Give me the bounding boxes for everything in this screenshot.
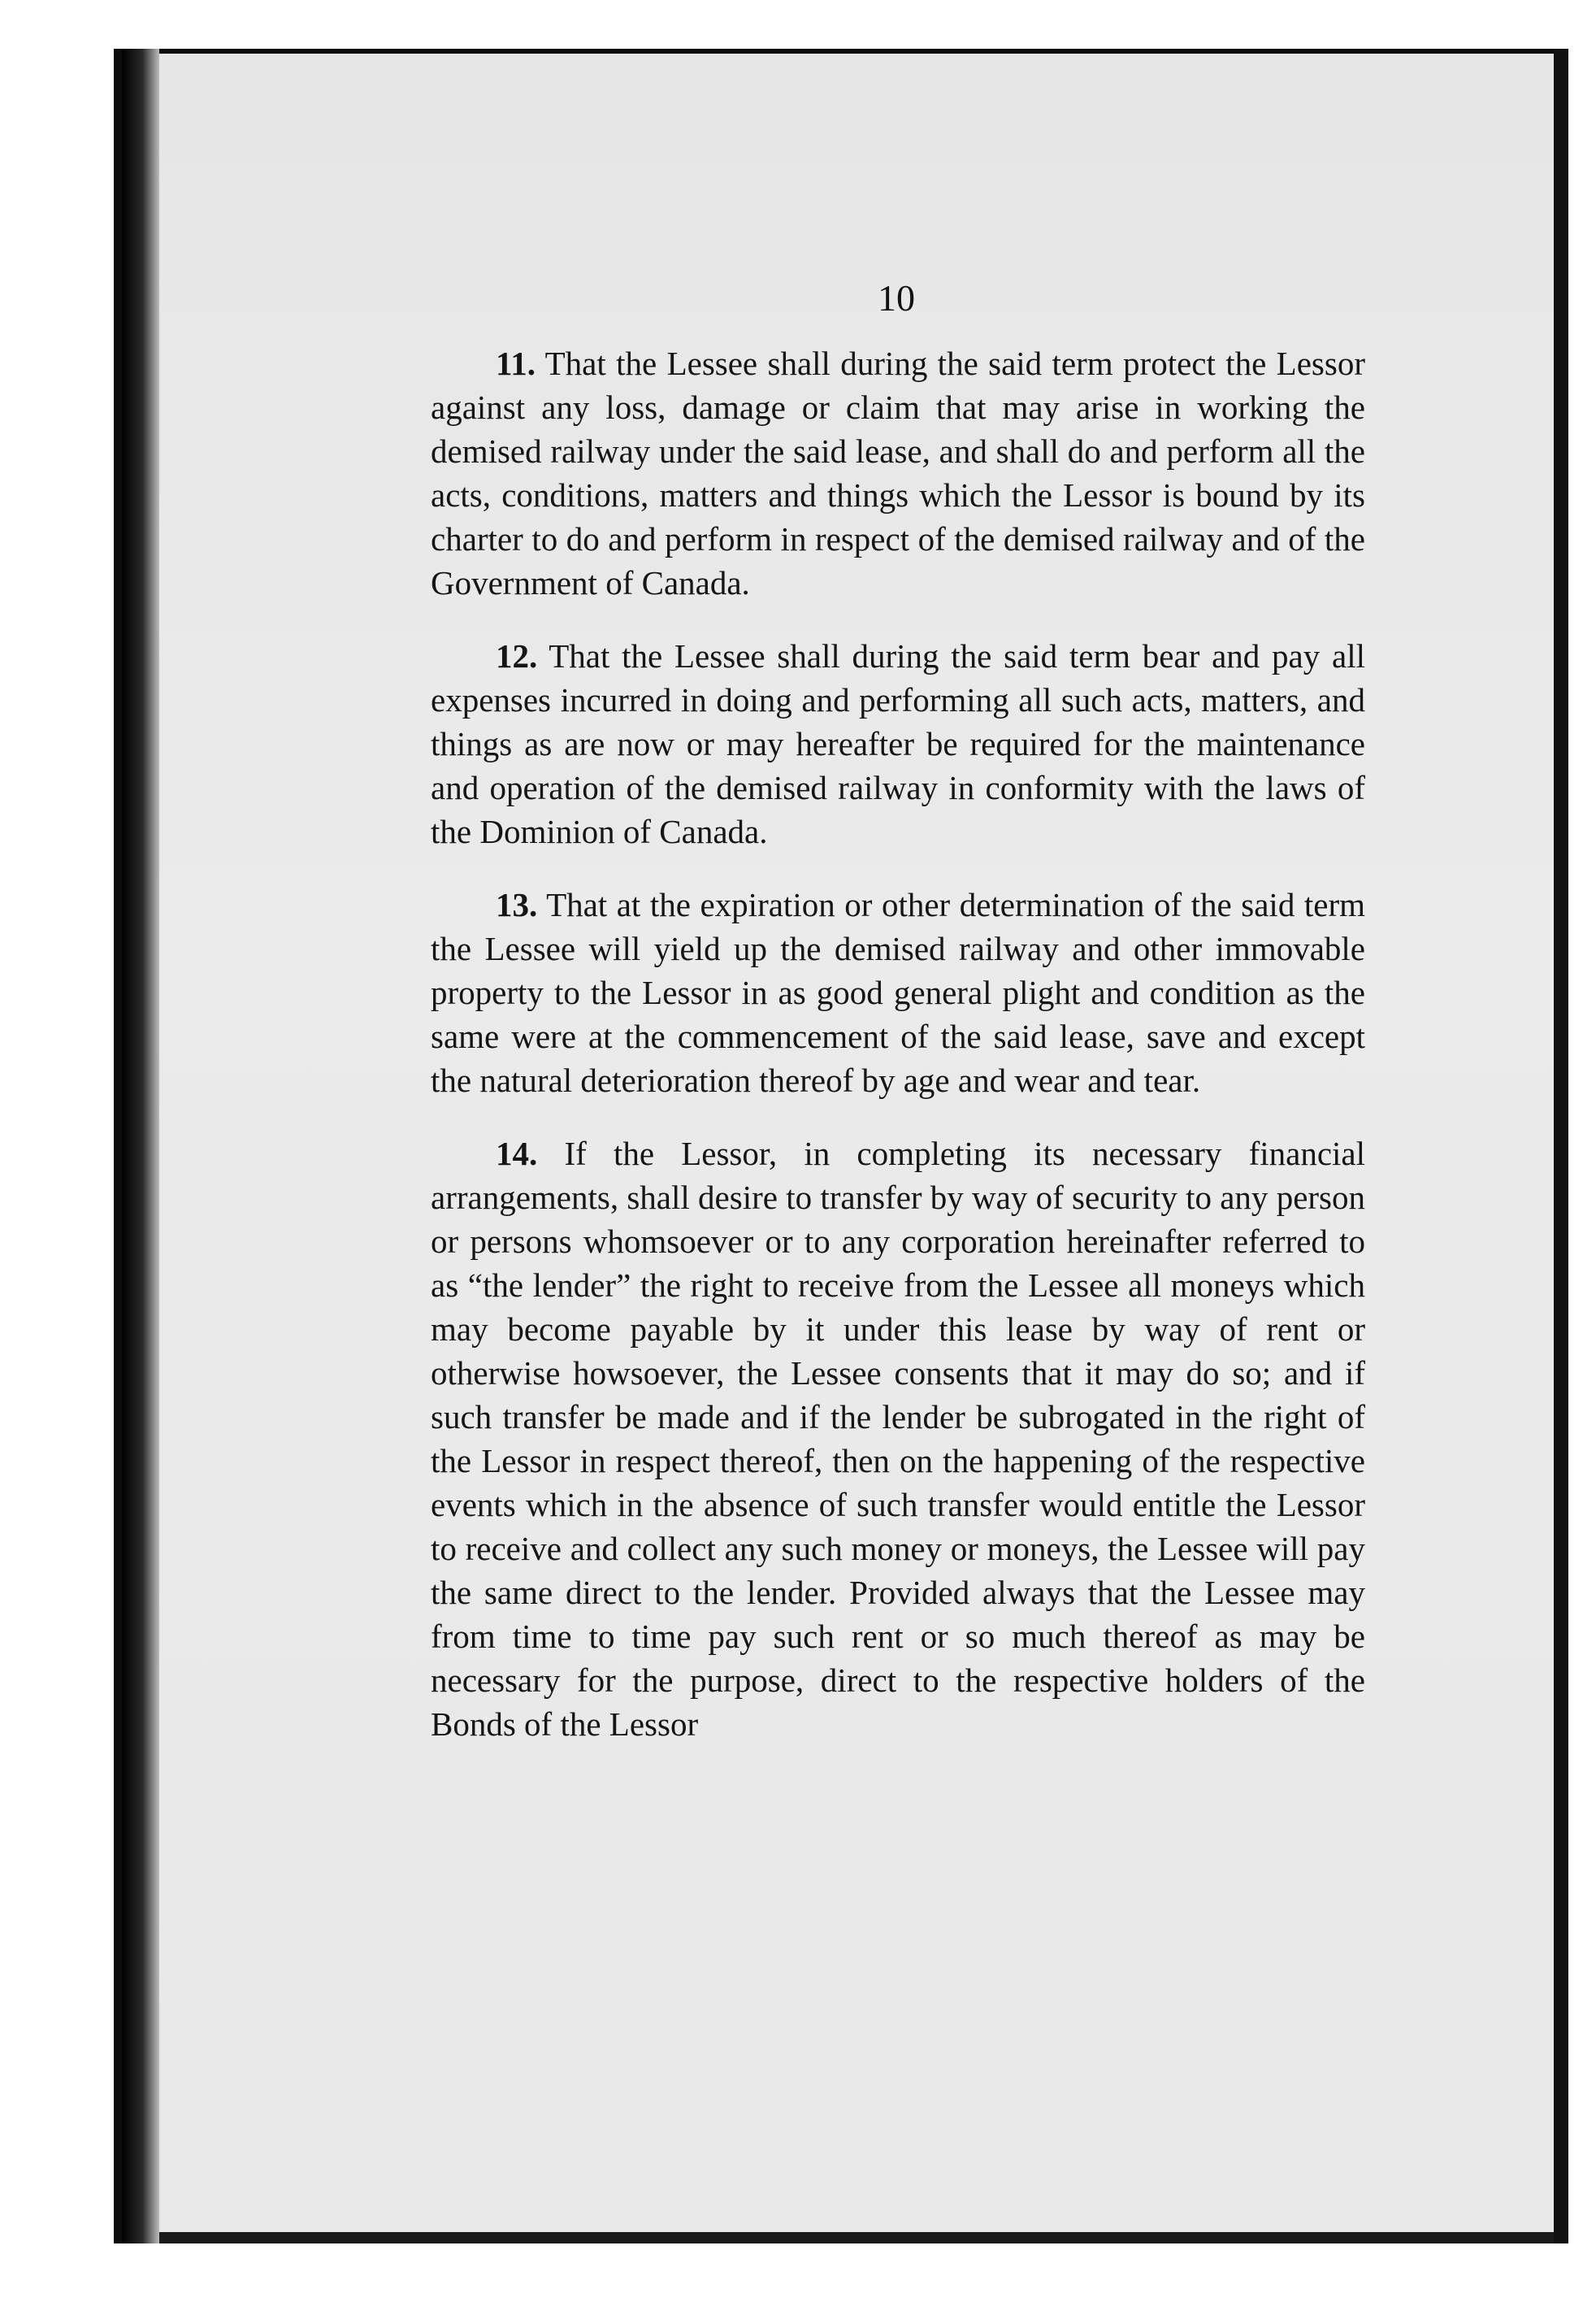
clause-text: If the Lessor, in completing its necessary financial arrangements, shall desire to transfer by way of security to any person or persons whomsoever or to any corporation hereinafter referred to as “the lender” the right to receive from the Lessee all moneys which may become payable by it under this lease by way of rent or otherwise howsoever, the Lessee consents that it may do so; and if such transfer be made and if the lender be subrogated in the right of the Lessor in respect thereof, then on the happening of the respective events which in the absence of such transfer would entitle the Lessor to receive and collect any such money or moneys, the Lessee will pay the same direct to the lender. Provided always that the Lessee may from time to time pay such rent or so much thereof as may be necessary for the purpose, direct to the respective holders of the Bonds of the Lessor bbox=[431, 1135, 1365, 1743]
clause-number: 11. bbox=[496, 345, 536, 382]
clause-11 bbox=[431, 341, 1365, 605]
clause-number: 12. bbox=[496, 637, 538, 675]
page-number: 10 bbox=[878, 277, 915, 319]
page-bottom-edge bbox=[159, 2232, 1554, 2243]
lease-clauses bbox=[431, 341, 1365, 1775]
clause-14 bbox=[431, 1131, 1365, 1746]
clause-text: That the Lessee shall during the said term bear and pay all expenses incurred in doing and performing all such acts, matters, and things as are now or may hereafter be required for the maintenance and operation of the demised railway in conformity with the laws of the Dominion of Canada. bbox=[431, 637, 1365, 850]
binding-shadow-left bbox=[122, 49, 159, 2243]
clause-text: That at the expiration or other determination of the said term the Lessee will yield up the demised railway and other immovable property to the Lessor in as good general plight and condition as the same were at the commencement of the said lease, save and except the natural deterioration thereof by age and wear and tear. bbox=[431, 886, 1365, 1099]
clause-number: 14. bbox=[496, 1135, 538, 1172]
binding-shadow-right bbox=[1554, 49, 1568, 2243]
clause-text: That the Lessee shall during the said term protect the Lessor against any loss, damage or claim that may arise in working the demised railway under the said lease, and shall do and perform all the acts, conditions, matters and things which the Lessor is bound by its charter to do and perform in respect of the demised railway and of the Government of Canada. bbox=[431, 345, 1365, 602]
clause-13 bbox=[431, 883, 1365, 1102]
clause-number: 13. bbox=[496, 886, 538, 923]
clause-12 bbox=[431, 634, 1365, 853]
